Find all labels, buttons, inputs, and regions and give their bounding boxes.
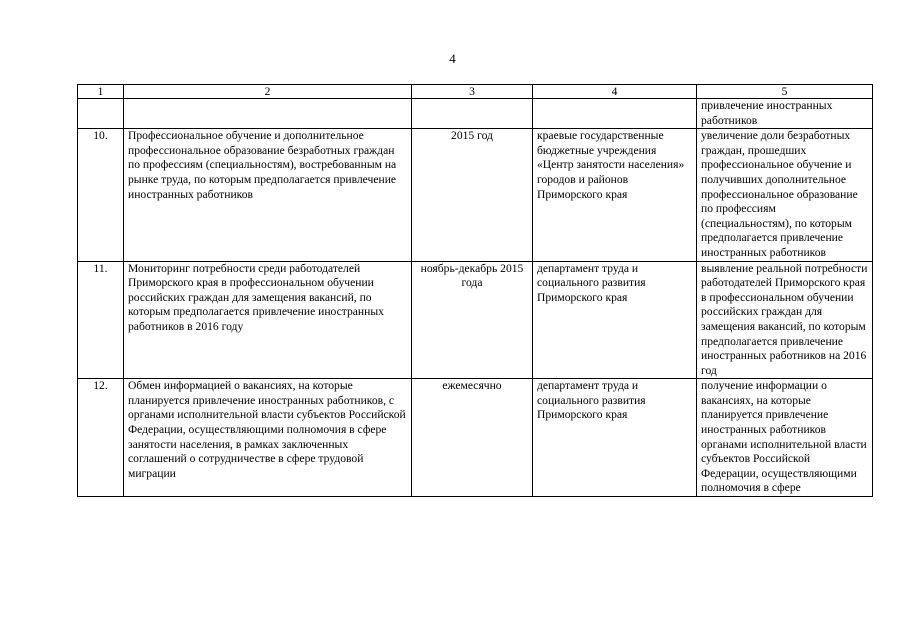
row-action	[124, 99, 412, 129]
row-result: выявление реальной потребности работодателей Приморского края в профессиональном обучении российских граждан для замещения вакансий, по которым предполагается привлечение иностранных работников на 2016 год	[697, 261, 873, 379]
row-term: 2015 год	[412, 129, 533, 261]
table-row	[78, 379, 873, 497]
row-term: ежемесячно	[412, 379, 533, 497]
row-term: ноябрь-декабрь 2015 года	[412, 261, 533, 379]
row-executor: краевые государственные бюджетные учреждения «Центр занятости населения» городов и районов Приморского края	[533, 129, 697, 261]
row-action: Профессиональное обучение и дополнительное профессиональное образование безработных граждан по профессиям (специальностям), востребованным на рынке труда, по которым предполагается привлечение иностранных работников	[124, 129, 412, 261]
header-col-3: 3	[412, 85, 533, 99]
row-number: 11.	[78, 261, 124, 379]
measures-table	[77, 84, 873, 497]
row-result: получение информации о вакансиях, на которые планируется привлечение иностранных работников органами исполнительной власти субъектов Российской Федерации, осуществляющими полномочия в сфере	[697, 379, 873, 497]
row-executor: департамент труда и социального развития Приморского края	[533, 379, 697, 497]
row-term	[412, 99, 533, 129]
row-executor	[533, 99, 697, 129]
table-row	[78, 261, 873, 379]
header-col-2: 2	[124, 85, 412, 99]
table-header-row	[78, 85, 873, 99]
header-col-4: 4	[533, 85, 697, 99]
row-action: Мониторинг потребности среди работодателей Приморского края в профессиональном обучении российских граждан для замещения вакансий, по которым предполагается привлечение иностранных работников в 2016 году	[124, 261, 412, 379]
table-row	[78, 129, 873, 261]
page-number: 4	[449, 51, 456, 66]
row-number: 10.	[78, 129, 124, 261]
row-number: 12.	[78, 379, 124, 497]
row-number	[78, 99, 124, 129]
row-executor: департамент труда и социального развития Приморского края	[533, 261, 697, 379]
row-result: увеличение доли безработных граждан, прошедших профессиональное обучение и получивших дополнительное профессиональное образование по профессиям (специальностям), по которым предполагается привлечение иностранных работников	[697, 129, 873, 261]
table-row	[78, 99, 873, 129]
row-action: Обмен информацией о вакансиях, на которые планируется привлечение иностранных работников, с органами исполнительной власти субъектов Российской Федерации, осуществляющими полномочия в сфере занятости населения, в рамках заключенных соглашений о сотрудничестве в сфере трудовой миграции	[124, 379, 412, 497]
row-result: привлечение иностранных работников	[697, 99, 873, 129]
header-col-5: 5	[697, 85, 873, 99]
header-col-1: 1	[78, 85, 124, 99]
